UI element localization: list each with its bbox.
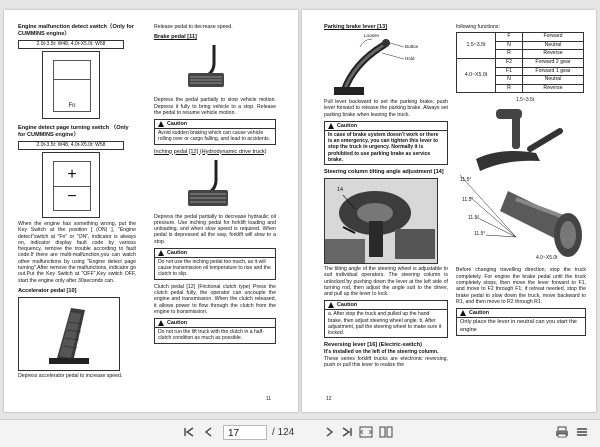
next-page-icon[interactable]	[322, 426, 336, 440]
clutch-pedal-text: Clutch pedal [12] (Frictional clutch type) Press the clutch pedal fully, the operator can uncouple the engine and transmission. When the clutch released, it allows power to flow through the clutch from the engine to transmission.	[154, 283, 276, 315]
page-number: 11	[266, 396, 272, 402]
brake-pedal-title: Brake pedal [11]	[154, 34, 197, 41]
shift-function-table	[456, 32, 584, 93]
parking-brake-title: Parking brake lever [13]	[324, 24, 388, 30]
caution-box-steering	[324, 300, 448, 338]
shift-table-position-cell: N	[496, 76, 523, 85]
warning-icon	[158, 250, 164, 256]
caution-body: Do not run the lift truck with the clutch in a half-clutch condition as much as possible.	[155, 327, 275, 342]
inching-pedal-figure	[164, 158, 256, 212]
warning-icon	[158, 121, 164, 127]
shift-table-position-cell: R	[496, 84, 523, 93]
left-column-2	[154, 24, 276, 344]
page-turning-switch-title: Engine detect page turning switch （Only for CUMMINS engine）	[18, 125, 129, 138]
caution-box-parking	[324, 121, 448, 165]
angle-label-3: 11.5°	[468, 215, 480, 222]
shift-table-position-cell: F1	[496, 67, 523, 76]
accelerator-pedal-figure	[18, 297, 120, 371]
caution-heading: Caution	[337, 122, 358, 129]
caution-box-inching	[154, 248, 276, 280]
caution-heading: Caution	[167, 320, 188, 327]
parking-brake-text: Pull lever backward to set the parking brake, push lever forward to release the parking brake. Always set parking brake when leaving the truck.	[324, 99, 448, 118]
shift-table-position-cell: N	[496, 41, 523, 50]
minus-label: −	[67, 188, 77, 205]
caution-body: In case of brake system doesn't work or there is an emergency, you can tighten this lever to stop the truck in urgency. Normally it is prohibited to use parking brake as service brake.	[325, 130, 447, 164]
caution-body: Do not use the inching pedal too much, as it will cause transmission oil temperature to rise and the clutch to slip.	[155, 257, 275, 279]
shift-lever-drawing	[456, 97, 584, 265]
shift-table-position-cell: R	[496, 50, 523, 59]
engine-detect-spec: 2.0t-3.5t: W48, 4.0t-X5.0t: W58	[18, 40, 124, 49]
shift-table-function-cell: Reverse	[523, 50, 584, 59]
right-column-1	[324, 24, 448, 368]
first-page-icon[interactable]	[182, 426, 196, 440]
shift-table-function-cell: Forward	[523, 33, 584, 42]
page-number-input[interactable]: 17	[223, 425, 267, 440]
plus-minus-switch-figure	[42, 152, 100, 218]
reversing-lever-title: Reversing lever [16] (Electric-switch)	[324, 342, 422, 349]
inching-pedal-drawing	[164, 158, 256, 212]
steering-column-title: Steering column tilting angle adjustment [14]	[324, 168, 444, 175]
caution-body: a. After stop the truck and pulled up the hand brake, then adjust steering wheel angle. b. After adjustment, pull the steering wheel to make sure it locked.	[325, 309, 447, 337]
warning-icon	[328, 302, 334, 308]
page-turning-spec: 2.0t-3.5t: W48, 4.0t-X5.0t: W58	[18, 141, 124, 150]
parking-brake-figure	[324, 33, 434, 97]
angle-label-1: 11.5°	[460, 177, 472, 184]
caution-box-brake	[154, 119, 276, 144]
figure-label-large: 4.0~X5.0t	[536, 255, 558, 262]
inching-pedal-title: Inching pedal [12] (Hydrodynamic drive truck)	[154, 148, 267, 155]
shift-table-function-cell: Forward 1 gear	[523, 67, 584, 76]
release-pedal-text: Release pedal to decrease speed.	[154, 24, 233, 30]
print-icon[interactable]	[554, 426, 570, 440]
shift-table-position-cell: F	[496, 33, 523, 42]
caution-heading: Caution	[337, 302, 358, 309]
figure-label-small: 1.5~3.5t	[516, 97, 535, 104]
shift-table-function-cell: Neutral	[523, 41, 584, 50]
last-page-icon[interactable]	[340, 426, 354, 440]
loosen-label: Loosen	[364, 33, 380, 38]
inching-pedal-text: Depress the pedal partially to decrease hydraulic oil pressure. Use inching pedal for forklift loading and unloading, and when slow speed is required. When pedal is depressed all the way, forklift will slow to a stop.	[154, 213, 276, 245]
callout-14: 14	[337, 186, 343, 193]
left-page	[4, 10, 298, 412]
caution-box-clutch	[154, 318, 276, 343]
shift-table-function-cell: Reverse	[523, 84, 584, 93]
accelerator-title: Accelerator pedal [10]	[18, 287, 77, 294]
hold-label: Hold	[405, 56, 415, 61]
shift-table-range-cell: 4.0~X5.0t	[457, 59, 496, 93]
button-label: Button	[405, 44, 419, 49]
fn-label: Fn	[68, 103, 76, 109]
page-number: 12	[326, 396, 332, 402]
warning-icon	[328, 123, 334, 129]
shift-table-row	[457, 33, 584, 42]
caution-body: Avoid sudden braking which can cause vehicle rolling over or cargo falling, and lead to accidents.	[155, 128, 275, 143]
fit-page-icon[interactable]	[358, 426, 374, 440]
shift-procedure-text: Before changing travelling direction, stop the truck completely. For engine the brake pedal until the truck completely stops, then move the lever forward to F1, and move to F2 through F1; if retreat needed, stop the brake pedal to slow down the truck, move backward to R1, and then move to R2 through R1.	[456, 267, 586, 305]
reversing-lever-text: These series forklift trucks are electronic reversing, push or pull this lever to realize the	[324, 355, 448, 368]
shift-lever-figure	[456, 97, 584, 265]
left-column-1	[18, 24, 136, 379]
caution-body: Only place the lever in neutral can you start the engine	[457, 317, 585, 335]
accelerator-pedal-drawing	[19, 298, 119, 370]
plus-label: +	[67, 166, 77, 183]
warning-icon	[460, 310, 466, 316]
brake-pedal-text: Depress the pedal partially to slow vehicle motion. Depress it fully to bring vehicle to a stop. Release the pedal to resume vehicle motion.	[154, 97, 276, 116]
caution-heading: Caution	[167, 250, 188, 257]
shift-table-row	[457, 59, 584, 68]
reversing-lever-subtitle: It's installed on the left of the steering column.	[324, 349, 439, 356]
two-page-view-icon[interactable]	[378, 426, 394, 440]
angle-label-4: 11.5°	[474, 231, 486, 238]
engine-malfunction-paragraph: When the engine has something wrong, put the Key Switch at the position [ (ON) ], "Engine detect"switch at "Fn" or "ON", indicator is always on, indicator display fault code by various frequency, remove the trouble according to fault code.If there are multi-malfunction,you can watch other malfunctions by using "Engine detect page turning".After remove the malfunctions, indicator go out.Put the Key Switch at "OFF",Key switch OFF, start the engine only after 30seconds can.	[18, 221, 136, 284]
shift-table-function-cell: Neutral	[523, 76, 584, 85]
page-total: / 124	[272, 427, 295, 438]
fn-switch-figure	[42, 51, 100, 119]
pdf-viewer-toolbar	[0, 419, 600, 447]
accelerator-caption: Depress accelerator pedal to increase speed.	[18, 372, 123, 379]
caution-box-neutral	[456, 308, 586, 336]
steering-column-text: The tilting angle of the steering wheel is adjustable to suit individual operators. The steering column is unlocked by pushing down the lever at the left side of turning rod, then adjust the angle suit to the driver, and pull up the lever to lock.	[324, 265, 448, 298]
brake-pedal-drawing	[164, 43, 256, 95]
steering-column-figure	[324, 178, 438, 264]
warning-icon	[158, 320, 164, 326]
following-functions-text: following functions：	[456, 24, 504, 30]
brake-pedal-figure	[164, 43, 256, 95]
right-page	[302, 10, 596, 412]
angle-label-2: 11.5°	[462, 197, 474, 204]
previous-page-icon[interactable]	[202, 426, 216, 440]
shift-table-function-cell: Forward 2 gear	[523, 59, 584, 68]
engine-detect-switch-title: Engine malfunction detect switch（Only for CUMMINS engine）	[18, 24, 134, 37]
caution-heading: Caution	[167, 121, 188, 128]
caution-heading: Caution	[469, 310, 490, 317]
shift-table-position-cell: F2	[496, 59, 523, 68]
shift-table-range-cell: 1.5~3.5t	[457, 33, 496, 59]
parking-brake-drawing	[324, 33, 434, 97]
menu-icon[interactable]	[574, 426, 590, 440]
right-column-2	[456, 24, 586, 336]
